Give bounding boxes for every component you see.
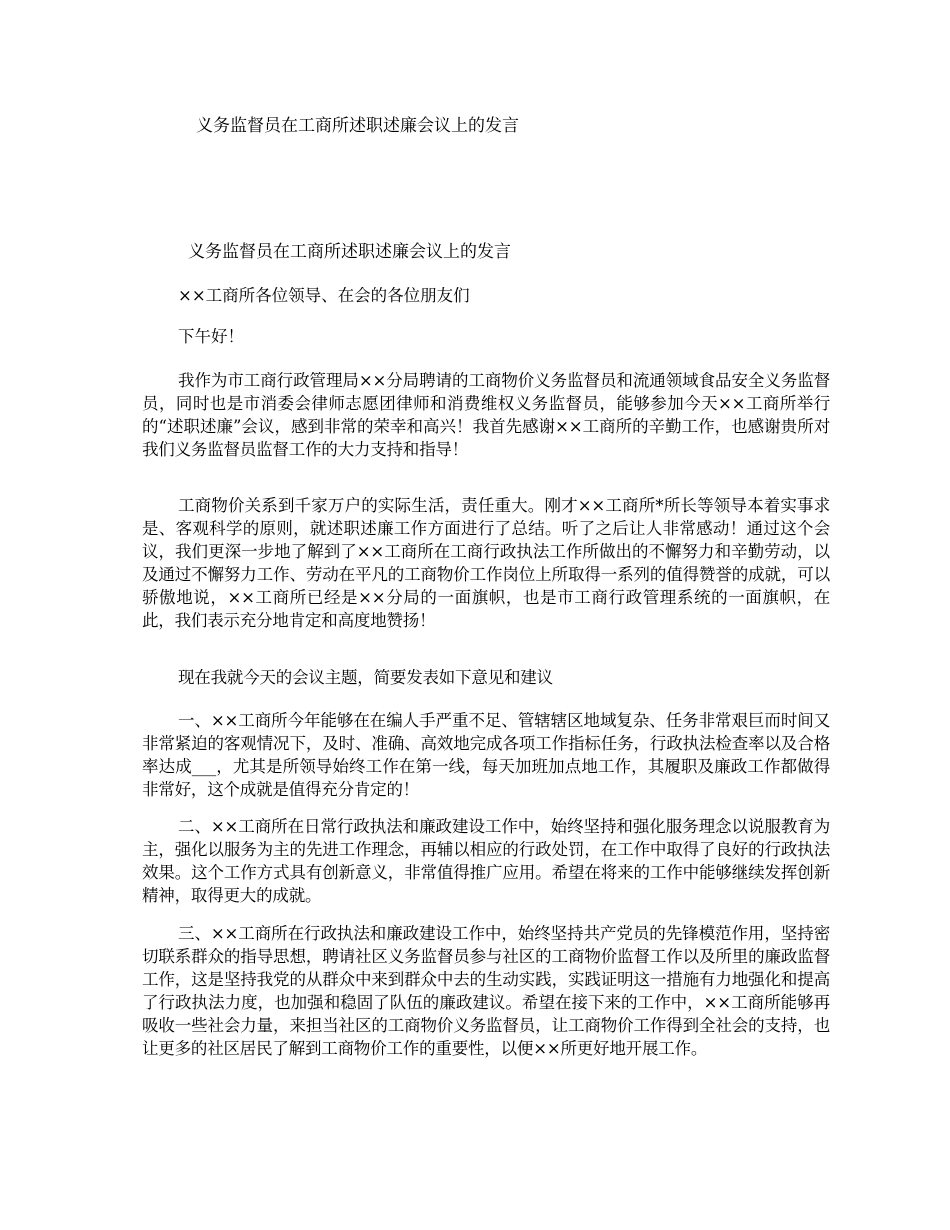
greeting-line: 下午好！ xyxy=(178,327,244,346)
salutation-line: ××工商所各位领导、在会的各位朋友们 xyxy=(178,286,470,305)
paragraph-acknowledgement: 工商物价关系到千家万户的实际生活，责任重大。刚才××工商所*所长等领导本着实事求是、客观科学的原则，就述职述廉工作方面进行了总结。听了之后让人非常感动！通过这个会议，我们更深一步地了解到了××工商所在工商行政执法工作所做出的不懈努力和辛勤劳动，以及通过不懈努力工作、劳动在平凡的工商物价工作岗位上所取得一系列的值得赞誉的成就，可以骄傲地说，××工商所已经是××分局的一面旗帜，也是市工商行政管理系统的一面旗帜，在此，我们表示充分地肯定和高度地赞扬！ xyxy=(142,496,830,630)
paragraph-topic-intro: 现在我就今天的会议主题，简要发表如下意见和建议 xyxy=(178,668,553,687)
document-title: 义务监督员在工商所述职述廉会议上的发言 xyxy=(196,116,519,136)
paragraph-point-three: 三、××工商所在行政执法和廉政建设工作中，始终坚持共产党员的先锋模范作用，坚持密切联系群众的指导思想，聘请社区义务监督员参与社区的工商物价监督工作以及所里的廉政监督工作，这是坚持我党的从群众中来到群众中去的生动实践，实践证明这一措施有力地强化和提高了行政执法力度，也加强和稳固了队伍的廉政建议。希望在接下来的工作中，××工商所能够再吸收一些社会力量，来担当社区的工商物价义务监督员，让工商物价工作得到全社会的支持，也让更多的社区居民了解到工商物价工作的重要性，以便××所更好地开展工作。 xyxy=(142,924,830,1058)
paragraph-point-two: 二、××工商所在日常行政执法和廉政建设工作中，始终坚持和强化服务理念以说服教育为主，强化以服务为主的先进工作理念，再辅以相应的行政处罚，在工作中取得了良好的行政执法效果。这个工作方式具有创新意义，非常值得推广应用。希望在将来的工作中能够继续发挥创新精神，取得更大的成就。 xyxy=(142,817,830,905)
paragraph-introduction: 我作为市工商行政管理局××分局聘请的工商物价义务监督员和流通领域食品安全义务监督员，同时也是市消委会律师志愿团律师和消费维权义务监督员，能够参加今天××工商所举行的“述职述廉”会议，感到非常的荣幸和高兴！我首先感谢××工商所的辛勤工作，也感谢贵所对我们义务监督员监督工作的大力支持和指导！ xyxy=(142,371,830,459)
document-subtitle: 义务监督员在工商所述职述廉会议上的发言 xyxy=(188,242,511,262)
paragraph-point-one: 一、××工商所今年能够在在编人手严重不足、管辖辖区地域复杂、任务非常艰巨而时间又非常紧迫的客观情况下，及时、准确、高效地完成各项工作指标任务，行政执法检查率以及合格率达成___，尤其是所领导始终工作在第一线，每天加班加点地工作，其履职及廉政工作都做得非常好，这个成就是值得充分肯定的！ xyxy=(142,711,830,799)
